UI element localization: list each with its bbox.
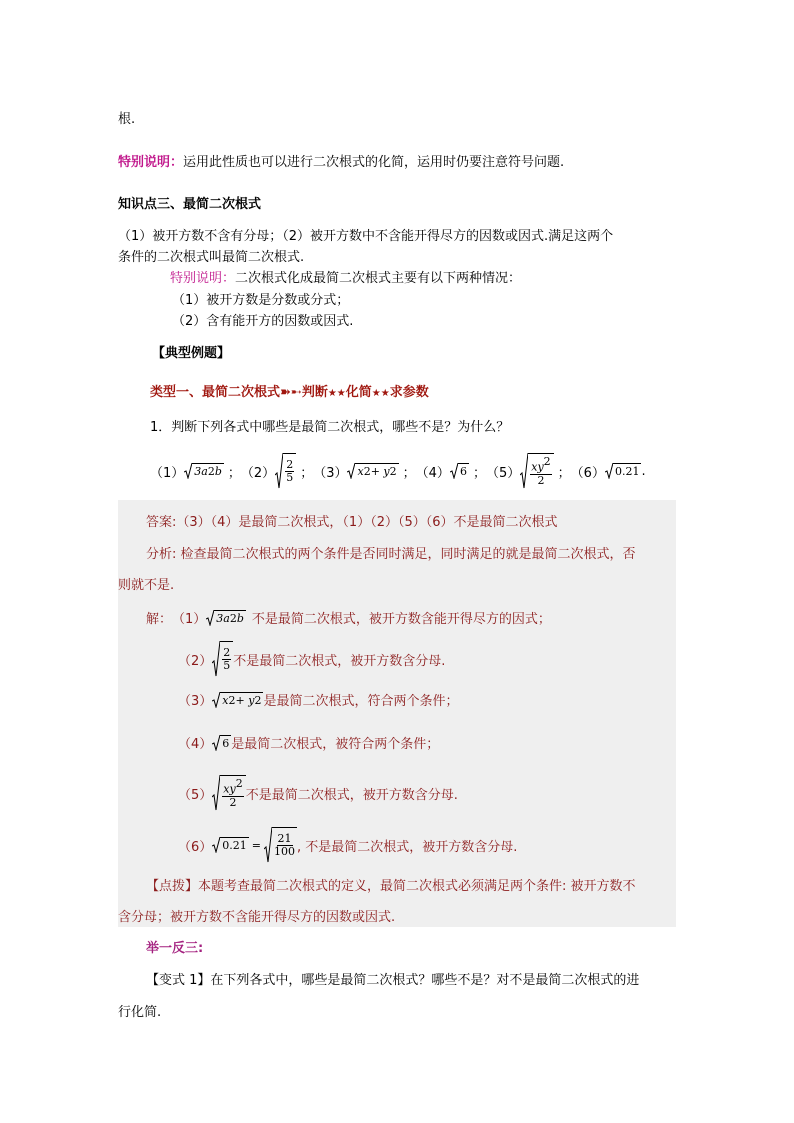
separator: ； [300, 465, 314, 481]
label-5: （5） [178, 787, 213, 803]
math-text: + y [370, 465, 390, 478]
arrow-icon: ➽➸ [280, 385, 302, 400]
label-3: （3） [313, 465, 348, 481]
math-text: 3a [216, 611, 230, 625]
math-text: x [222, 693, 229, 707]
math-text: b [236, 611, 244, 625]
analysis-line-1: 分析: 检查最简二次根式的两个条件是否同时满足，同时满足的就是最简二次根式，否 [146, 547, 636, 562]
solution-step-1 [146, 608, 551, 627]
special-note-2-label: 特别说明： [170, 271, 236, 286]
label-2: （2） [178, 653, 213, 669]
sqrt-3a2b [184, 463, 224, 479]
sqrt-0-21 [605, 463, 642, 479]
sqrt-xy2-over-2 [520, 453, 553, 489]
definition-line-1: （1）被开方数不含有分母；（2）被开方数中不含能开得尽方的因数或因式.满足这两个 [118, 229, 614, 244]
solution-text: 不是最简二次根式，被开方数含分母. [245, 787, 458, 803]
solution-text: 是最简二次根式，被符合两个条件； [231, 737, 440, 752]
tip-line-2: 含分母；被开方数不含能开得尽方的因数或因式. [118, 910, 396, 925]
label-1: （1） [172, 612, 207, 627]
special-note-1 [118, 151, 564, 170]
sqrt-2-over-5 [275, 453, 296, 489]
math-exp: 2 [229, 611, 237, 625]
special-note-2-item-2: （2）含有能开方的因数或因式. [172, 314, 354, 329]
sqrt-xy2-over-2 [212, 775, 245, 811]
label-4: （4） [415, 465, 450, 481]
sqrt-21-over-100 [264, 827, 297, 863]
question-1-expressions [150, 452, 646, 490]
solution-text: 不是最简二次根式，被开方数含能开得尽方的因式； [251, 612, 551, 627]
separator: ； [227, 465, 241, 481]
frac-num: xy [223, 782, 236, 796]
label-2: （2） [240, 465, 276, 481]
answer-line: 答案:（3）（4）是最简二次根式，（1）（2）（5）（6）不是最简二次根式 [146, 515, 558, 530]
tip-line-1 [146, 875, 636, 894]
solution-text: 不是最简二次根式，被开方数含分母. [233, 653, 446, 669]
type-heading-param: 求参数 [389, 385, 429, 400]
math-text: 3a [194, 465, 208, 478]
math-exp: 2 [235, 777, 243, 791]
math-exp: 2 [228, 693, 236, 707]
label-5: （5） [485, 465, 521, 481]
variant-label: 【变式 1】 [146, 973, 211, 988]
math-text: 0.21 [614, 465, 640, 478]
definition-line-2: 条件的二次根式叫最简二次根式. [118, 250, 305, 265]
separator: ； [557, 465, 571, 481]
separator: ； [472, 465, 486, 481]
math-exp: 2 [254, 693, 262, 707]
special-note-2-text: 二次根式化成最简二次根式主要有以下两种情况： [235, 271, 522, 286]
special-note-2 [170, 267, 521, 286]
sqrt-0-21 [212, 837, 249, 853]
label-6: （6） [570, 465, 605, 481]
frac-den: 5 [223, 659, 231, 672]
tip-label: 【点拨】 [146, 879, 199, 894]
frac-den: 100 [274, 845, 295, 858]
examples-title: 【典型例题】 [152, 346, 231, 361]
tip-text: 本题考查最简二次根式的定义，最简二次根式必须满足两个条件: 被开方数不 [198, 879, 636, 894]
solution-step-3 [178, 690, 458, 709]
solution-step-4 [178, 733, 439, 752]
star-icon: ★★ [327, 388, 346, 399]
math-text: x [357, 465, 364, 478]
practice-heading: 举一反三: [146, 941, 204, 956]
frac-den: 2 [537, 474, 545, 488]
sqrt-3a2b [206, 610, 246, 626]
variant-text: 在下列各式中，哪些是最简二次根式？哪些不是？对不是最简二次根式的进 [210, 973, 640, 988]
type-heading-simplify: 化简 [345, 385, 372, 400]
frac-num: 2 [286, 458, 294, 472]
sqrt-2-over-5 [212, 641, 233, 677]
analysis-line-2: 则就不是. [118, 578, 175, 593]
solution-text: , 不是最简二次根式，被开方数含分母. [297, 839, 518, 855]
frac-den: 5 [286, 471, 294, 484]
label-1: （1） [150, 465, 185, 481]
sqrt-6 [450, 463, 469, 479]
solution-step-5 [178, 773, 458, 813]
frac-num: xy [531, 460, 544, 474]
label-3: （3） [178, 694, 213, 709]
type-heading-title: 类型一、最简二次根式 [150, 385, 281, 400]
solution-label: 解： [146, 612, 173, 627]
frac-den: 2 [229, 796, 237, 810]
special-note-2-item-1: （1）被开方数是分数或分式； [172, 293, 350, 308]
text-line-gen: 根. [118, 112, 136, 127]
special-note-text: 运用此性质也可以进行二次根式的化简，运用时仍要注意符号问题. [183, 155, 565, 170]
equals: = [251, 838, 261, 852]
sqrt-x2-plus-y2 [347, 463, 398, 479]
star-icon: ★★ [371, 388, 390, 399]
question-1: 1．判断下列各式中哪些是最简二次根式，哪些不是？为什么？ [150, 420, 510, 435]
frac-num: 21 [277, 832, 292, 846]
label-6: （6） [178, 839, 213, 855]
math-text: 0.21 [222, 839, 247, 852]
math-text: + y [235, 693, 255, 707]
math-text: b [214, 465, 222, 478]
solution-step-6 [178, 825, 517, 865]
math-text: 6 [222, 736, 230, 750]
type-heading [150, 381, 429, 400]
solution-text: 是最简二次根式，符合两个条件； [263, 694, 459, 709]
math-text: 6 [459, 465, 467, 478]
label-4: （4） [178, 737, 213, 752]
section-heading: 知识点三、最简二次根式 [118, 197, 262, 212]
special-note-label: 特别说明： [118, 155, 184, 170]
sqrt-6 [212, 735, 231, 751]
period: . [641, 463, 646, 479]
type-heading-judge: 判断 [301, 385, 328, 400]
math-exp: 2 [543, 455, 551, 469]
math-exp: 2 [207, 465, 215, 478]
variant-line-1 [146, 969, 639, 988]
math-exp: 2 [389, 465, 397, 478]
math-exp: 2 [363, 465, 371, 478]
solution-step-2 [178, 641, 445, 677]
frac-num: 2 [223, 646, 231, 660]
variant-line-2: 行化简. [118, 1005, 162, 1020]
separator: ； [402, 465, 416, 481]
sqrt-x2-plus-y2 [212, 692, 263, 708]
